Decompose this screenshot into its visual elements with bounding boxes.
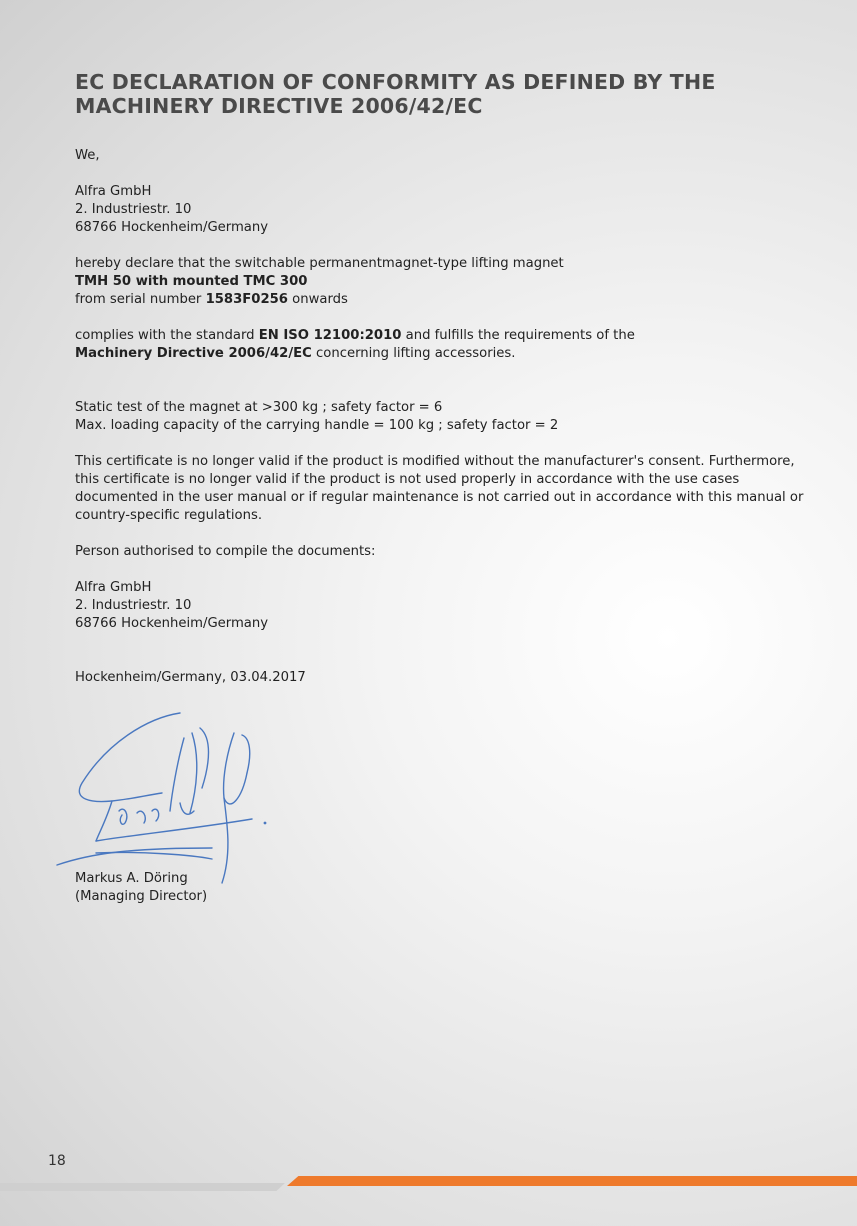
authorised-city: 68766 Hockenheim/Germany	[75, 616, 269, 631]
compliance-line-2: Machinery Directive 2006/42/EC concerning lifting accessories.	[75, 346, 516, 361]
authorised-name: Alfra GmbH	[75, 580, 152, 595]
validity-paragraph: This certificate is no longer valid if the product is modified without the manufacturer's consent. Furthermore, this certificate is no longer valid if the product is not used properly in accordance with the use cases documented in the user manual or if regular maintenance is not carried out in accordance with this manual or country-specific regulations.	[75, 454, 804, 523]
signer-role: (Managing Director)	[75, 889, 208, 904]
greeting: We,	[75, 148, 100, 163]
signer-block	[75, 870, 207, 906]
declaration-body	[75, 147, 805, 687]
signature-icon	[52, 703, 292, 888]
standard-name: EN ISO 12100:2010	[258, 328, 402, 343]
product-name: TMH 50 with mounted TMC 300	[75, 274, 308, 289]
serial-line: from serial number 1583F0256 onwards	[75, 292, 348, 307]
compliance-line-1: complies with the standard EN ISO 12100:2010 and fulfills the requirements of the	[75, 328, 635, 343]
directive-name: Machinery Directive 2006/42/EC	[75, 346, 312, 361]
signer-name: Markus A. Döring	[75, 871, 188, 886]
footer-gray-bar	[0, 1183, 285, 1191]
manufacturer-street: 2. Industriestr. 10	[75, 202, 192, 217]
footer-orange-bar	[287, 1176, 857, 1186]
max-load: Max. loading capacity of the carrying handle = 100 kg ; safety factor = 2	[75, 418, 559, 433]
manufacturer-name: Alfra GmbH	[75, 184, 152, 199]
page-title: EC DECLARATION OF CONFORMITY AS DEFINED BY THE MACHINERY DIRECTIVE 2006/42/EC	[75, 70, 716, 118]
place-date: Hockenheim/Germany, 03.04.2017	[75, 670, 306, 685]
authorised-street: 2. Industriestr. 10	[75, 598, 192, 613]
serial-number: 1583F0256	[205, 292, 288, 307]
authorised-label: Person authorised to compile the documents:	[75, 544, 376, 559]
declaration-intro: hereby declare that the switchable permanentmagnet-type lifting magnet	[75, 256, 564, 271]
page-number: 18	[48, 1153, 66, 1169]
manufacturer-city: 68766 Hockenheim/Germany	[75, 220, 269, 235]
static-test: Static test of the magnet at >300 kg ; safety factor = 6	[75, 400, 443, 415]
